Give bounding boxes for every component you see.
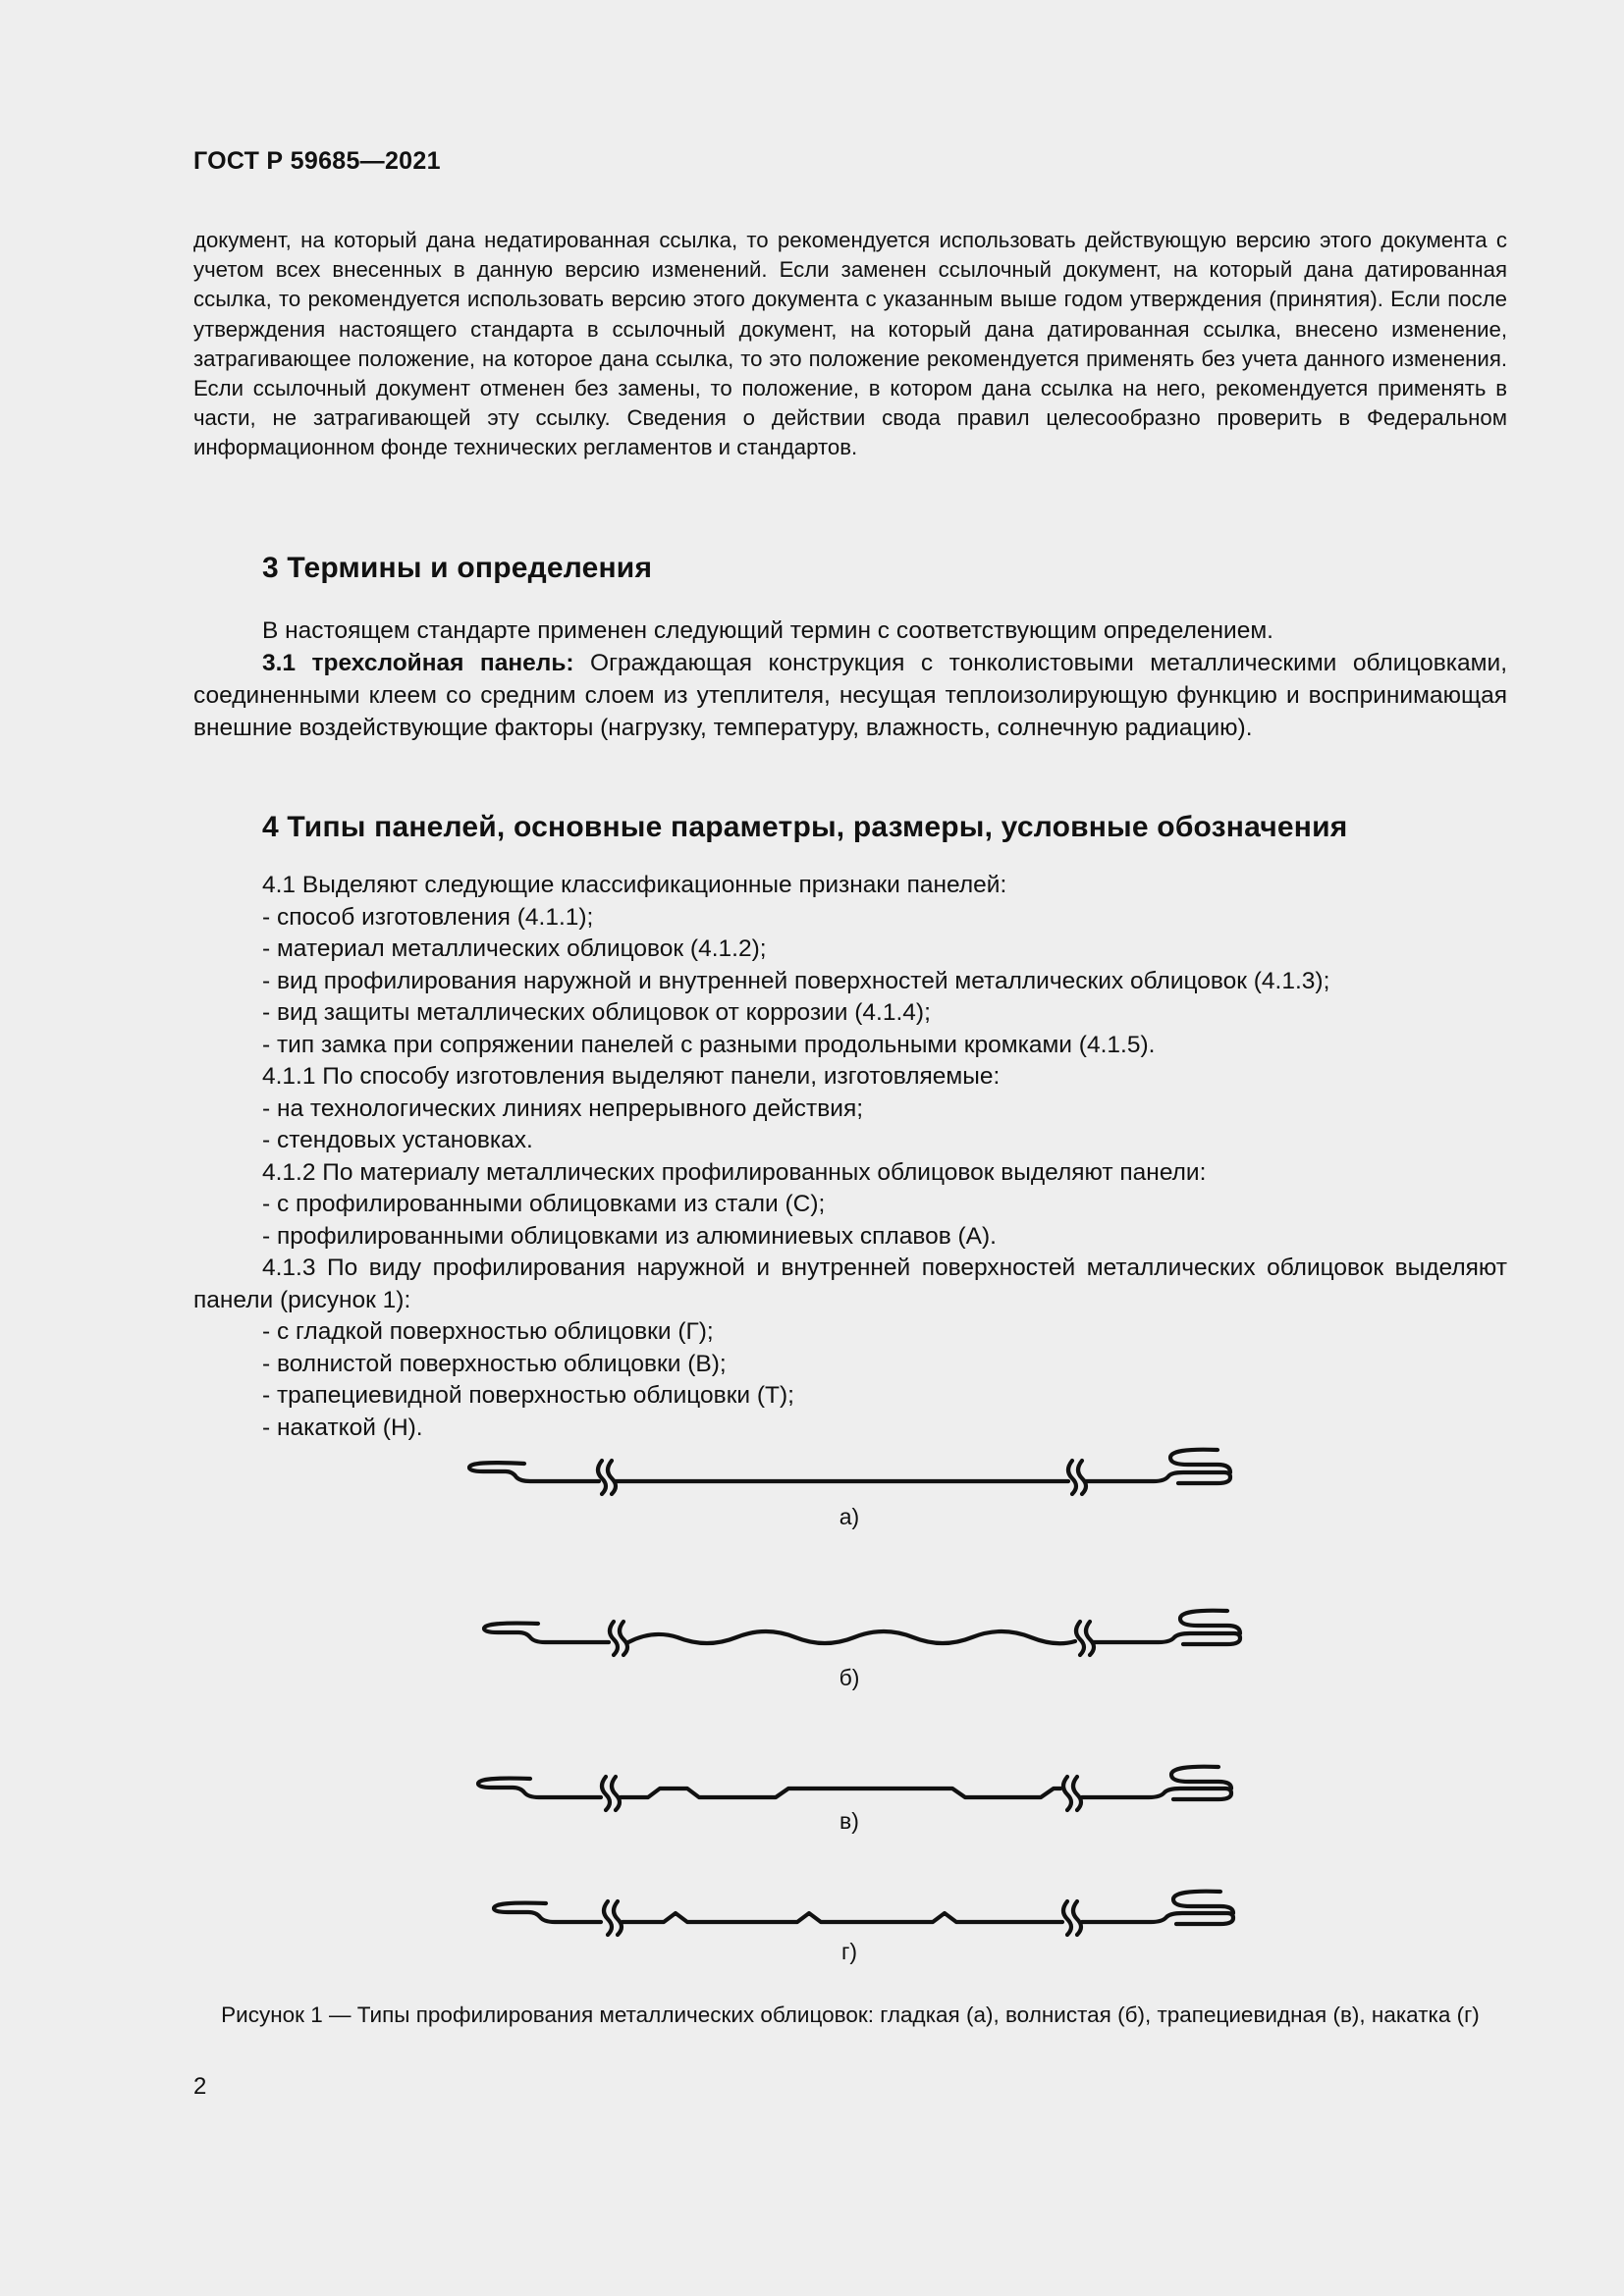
list-item: - трапециевидной поверхностью облицовки (Т); xyxy=(262,1382,794,1409)
profile-knurled-drawing xyxy=(494,1892,1233,1935)
list-item: - волнистой поверхностью облицовки (В); xyxy=(262,1350,727,1377)
list-item: - с профилированными облицовками из стали (С); xyxy=(262,1191,826,1217)
document-code-header: ГОСТ Р 59685—2021 xyxy=(193,147,441,175)
clause-4-1-1: 4.1.1 По способу изготовления выделяют панели, изготовляемые: xyxy=(262,1063,1001,1090)
figure-label-d: г) xyxy=(840,1939,858,1964)
list-item: - материал металлических облицовок (4.1.2); xyxy=(262,935,767,962)
clause-4-1-2: 4.1.2 По материалу металлических профилированных облицовок выделяют панели: xyxy=(262,1158,1207,1186)
list-item: - профилированными облицовками из алюминиевых сплавов (А). xyxy=(262,1222,997,1250)
list-item: - с гладкой поверхностью облицовки (Г); xyxy=(262,1318,714,1345)
intro-text: документ, на который дана недатированная ссылка, то рекомендуется использовать действующую версию этого документа с учетом всех внесенных в данную версию изменений. Если заменен ссылочный документ, на который дана датированная ссылка, то рекомендуется использовать версию этого документа с указанным выше годом утверждения (принятия). Если после утверждения настоящего стандарта в ссылочный документ, на который дана датированная ссылка, внесено изменение, затрагивающее положение, на которое дана ссылка, то это положение рекомендуется применять без учета данного изменения. Если ссылочный документ отменен без замены, то положение, в котором дана ссылка на него, рекомендуется применять в части, не затрагивающей эту ссылку. Сведения о действии свода правил целесообразно проверить в Федеральном информационном фонде технических регламентов и стандартов. xyxy=(193,228,1507,460)
figure-label-a: а) xyxy=(839,1504,860,1529)
list-item: - накаткой (Н). xyxy=(262,1414,423,1441)
figure-label-b: б) xyxy=(839,1665,860,1690)
profile-wavy-drawing xyxy=(484,1611,1240,1655)
list-item: - вид защиты металлических облицовок от коррозии (4.1.4); xyxy=(262,999,931,1026)
list-item: - на технологических линиях непрерывного действия; xyxy=(262,1095,864,1122)
list-item: - тип замка при сопряжении панелей с разными продольными кромками (4.1.5). xyxy=(262,1031,1156,1058)
clause-4-1: 4.1 Выделяют следующие классификационные признаки панелей: xyxy=(262,872,1007,898)
figure-label-c: в) xyxy=(839,1808,859,1834)
term-name: 3.1 трехслойная панель: xyxy=(262,650,574,676)
term-definition-text: Ограждающая конструкция с тонколистовыми металлическими облицовками, соединенными клеем со средним слоем из утеплителя, несущая теплоизолирующую функцию и воспринимающая внешние воздействующие факторы (нагрузку, температуру, влажность, солнечную радиацию). xyxy=(193,650,1508,741)
profile-trapezoidal-drawing xyxy=(478,1767,1231,1810)
clause-4-1-3: 4.1.3 По виду профилирования наружной и внутренней поверхностей металлических облицовок выделяют панели (рисунок 1): xyxy=(193,1255,1507,1313)
section-3-title: 3 Термины и определения xyxy=(262,552,653,584)
list-item: - стендовых установках. xyxy=(262,1127,533,1153)
figure-caption: Рисунок 1 — Типы профилирования металлических облицовок: гладкая (а), волнистая (б), трапециевидная (в), накатка (г) xyxy=(221,2002,1480,2027)
page-number: 2 xyxy=(193,2073,207,2100)
list-item: - вид профилирования наружной и внутренней поверхностей металлических облицовок (4.1.3); xyxy=(262,967,1330,994)
section-3-lead: В настоящем стандарте применен следующий термин с соответствующим определением. xyxy=(262,617,1273,644)
section-4-title: 4 Типы панелей, основные параметры, размеры, условные обозначения xyxy=(262,811,1348,843)
profile-smooth-drawing xyxy=(469,1450,1230,1494)
list-item: - способ изготовления (4.1.1); xyxy=(262,903,594,931)
